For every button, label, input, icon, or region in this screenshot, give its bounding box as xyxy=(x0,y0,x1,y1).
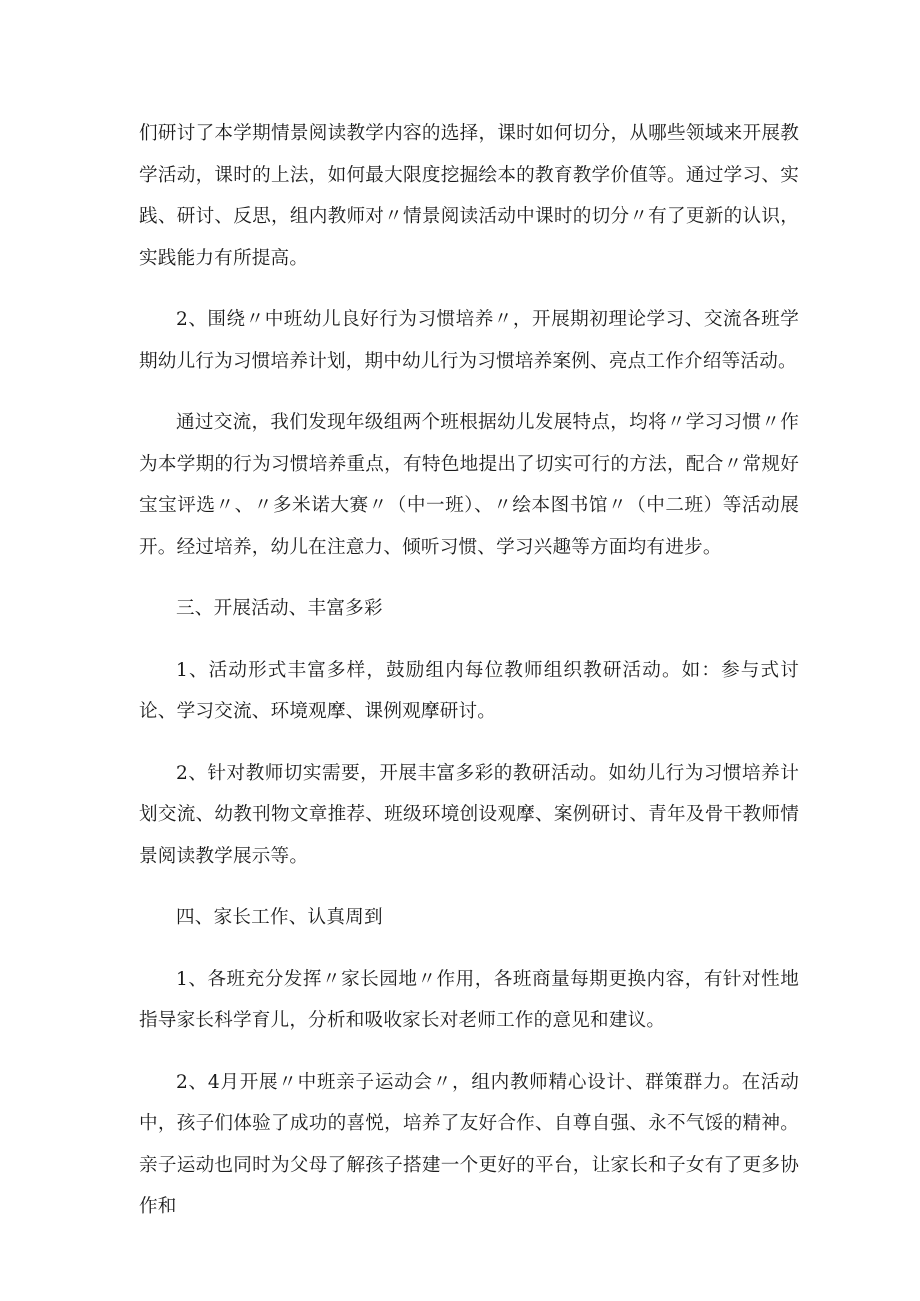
paragraph-continuation: 们研讨了本学期情景阅读教学内容的选择，课时如何切分，从哪些领域来开展教学活动，课时的上法，如何最大限度挖掘绘本的教育教学价值等。通过学习、实践、研讨、反思，组内教师对〃情景阅读活动中课时的切分〃有了更新的认识，实践能力有所提高。 xyxy=(139,123,799,269)
paragraph-sports-meet: 2、4月开展〃中班亲子运动会〃，组内教师精心设计、群策群力。在活动中，孩子们体验了成功的喜悦，培养了友好合作、自尊自强、永不气馁的精神。亲子运动也同时为父母了解孩子搭建一个更好的平台，让家长和子女有了更多协作和 xyxy=(139,1071,799,1217)
body-text xyxy=(139,113,799,1248)
paragraph-teacher-needs: 2、针对教师切实需要，开展丰富多彩的教研活动。如幼儿行为习惯培养计划交流、幼教刊物文章推荐、班级环境创设观摩、案例研讨、青年及骨干教师情景阅读教学展示等。 xyxy=(139,762,799,867)
section-heading-activities: 三、开展活动、丰富多彩 xyxy=(176,598,383,619)
paragraph-activity-forms: 1、活动形式丰富多样，鼓励组内每位教师组织教研活动。如：参与式讨论、学习交流、环境观摩、课例观摩研讨。 xyxy=(139,659,799,722)
paragraph-exchange-results: 通过交流，我们发现年级组两个班根据幼儿发展特点，均将〃学习习惯〃作为本学期的行为习惯培养重点，有特色地提出了切实可行的方法，配合〃常规好宝宝评选〃、〃多米诺大赛〃（中一班）、〃绘本图书馆〃（中二班）等活动展开。经过培养，幼儿在注意力、倾听习惯、学习兴趣等方面均有进步。 xyxy=(139,412,799,558)
paragraph-parent-garden: 1、各班充分发挥〃家长园地〃作用，各班商量每期更换内容，有针对性地指导家长科学育儿，分析和吸收家长对老师工作的意见和建议。 xyxy=(139,968,799,1031)
paragraph-behavior-habits: 2、围绕〃中班幼儿良好行为习惯培养〃，开展期初理论学习、交流各班学期幼儿行为习惯培养计划，期中幼儿行为习惯培养案例、亮点工作介绍等活动。 xyxy=(139,309,799,372)
section-heading-parents: 四、家长工作、认真周到 xyxy=(176,907,383,928)
